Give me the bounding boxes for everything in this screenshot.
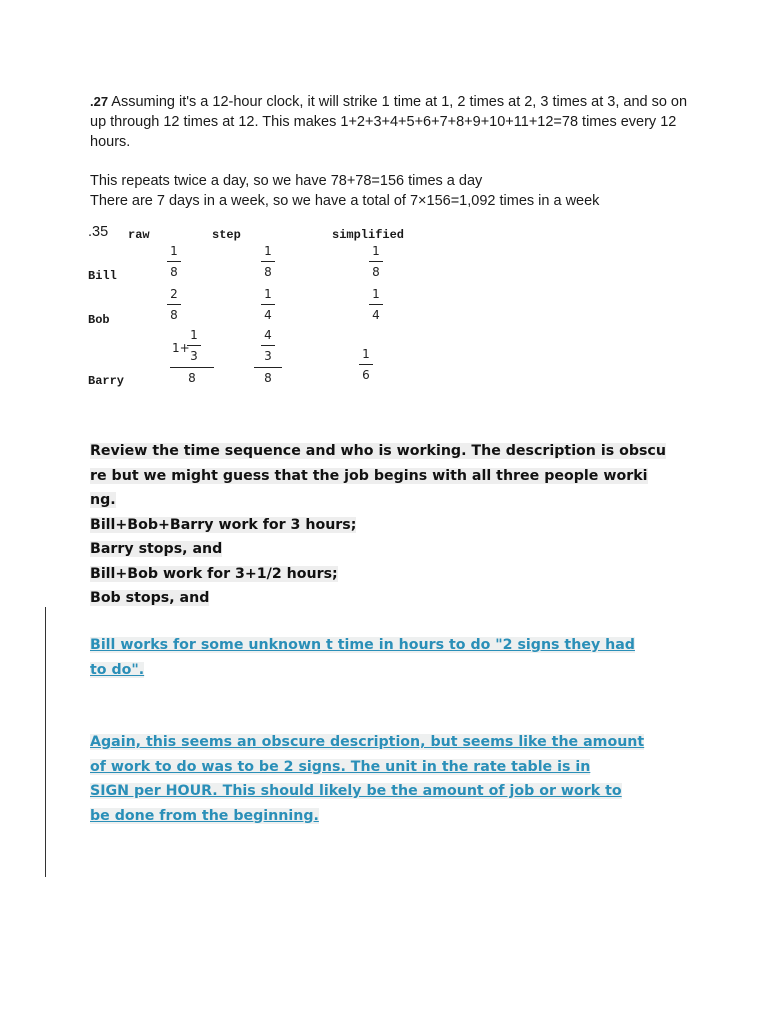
bill-note-line: to do". <box>90 661 145 678</box>
review-line: Bill+Bob work for 3+1/2 hours; <box>90 565 338 582</box>
row-name-bill: Bill <box>88 269 117 283</box>
q27-continuation <box>90 171 690 211</box>
row-name-barry: Barry <box>88 374 125 388</box>
margin-vertical-line <box>45 607 46 877</box>
barry-step-inner-fraction: 4 3 <box>258 328 278 364</box>
bill-raw-fraction: 1 8 <box>164 244 184 280</box>
bob-simplified-fraction: 1 4 <box>366 287 386 323</box>
again-note <box>90 730 690 828</box>
header-simplified: simplified <box>332 228 405 242</box>
row-name-bob: Bob <box>88 313 110 327</box>
q27-paragraph <box>90 92 690 152</box>
barry-raw-complex-fraction: 1+ 1 3 8 <box>170 328 214 388</box>
bob-step-fraction: 1 4 <box>258 287 278 323</box>
again-note-line: of work to do was to be 2 signs. The unit in the rate table is in <box>90 758 591 775</box>
q27-text: Assuming it's a 12-hour clock, it will strike 1 time at 1, 2 times at 2, 3 times at 3, and so on up through 12 times at 12. This makes 1+2+3+4+5+6+7+8+9+10+11+12=78 times every 12 hours. <box>90 94 688 150</box>
review-line: re but we might guess that the job begins with all three people worki <box>90 467 648 484</box>
review-line: ng. <box>90 492 116 508</box>
barry-raw-inner-fraction: 1 3 <box>184 328 204 364</box>
again-note-line: Again, this seems an obscure description, but seems like the amount <box>90 734 645 750</box>
review-line: Bob stops, and <box>90 590 210 606</box>
q35-number: .35 <box>88 224 109 240</box>
bob-raw-fraction: 2 8 <box>164 287 184 323</box>
bill-note-line: Bill works for some unknown t time in hours to do "2 signs they had <box>90 637 635 653</box>
barry-simplified-fraction: 1 6 <box>356 347 376 383</box>
q27-line2: This repeats twice a day, so we have 78+78=156 times a day <box>90 173 483 189</box>
bill-note <box>90 633 690 682</box>
bill-simplified-fraction: 1 8 <box>366 244 386 280</box>
q27-line3: There are 7 days in a week, so we have a total of 7×156=1,092 times in a week <box>90 193 600 209</box>
review-note <box>90 439 690 611</box>
review-line: Review the time sequence and who is working. The description is obscu <box>90 443 666 459</box>
fraction-table <box>88 222 418 392</box>
again-note-line: SIGN per HOUR. This should likely be the amount of job or work to <box>90 783 622 799</box>
barry-step-complex-fraction: 4 3 8 <box>254 328 282 388</box>
review-line: Barry stops, and <box>90 541 223 557</box>
review-line: Bill+Bob+Barry work for 3 hours; <box>90 516 357 533</box>
again-note-line: be done from the beginning. <box>90 807 319 824</box>
bill-step-fraction: 1 8 <box>258 244 278 280</box>
header-step: step <box>212 228 241 242</box>
header-raw: raw <box>128 228 150 242</box>
q27-number: .27 <box>90 94 109 109</box>
